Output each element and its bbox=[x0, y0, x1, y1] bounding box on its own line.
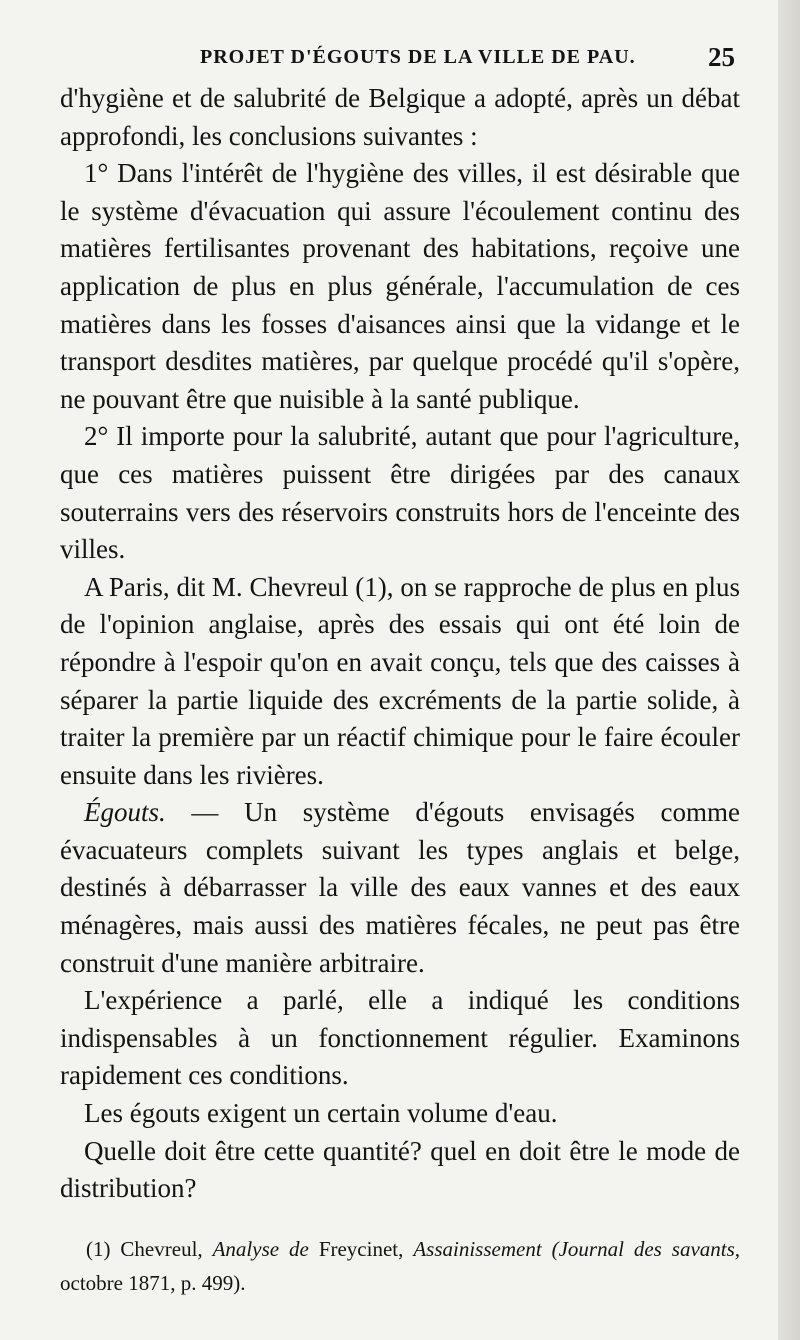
paragraph-volume bbox=[60, 1095, 740, 1133]
paragraph-text: 1° Dans l'intérêt de l'hygiène des villes, il est désirable que le système d'évacuation qui assure l'écoulement continu des matières fertilisantes provenant des habitations, reçoive une application de plus en plus générale, l'accumulation de ces matières dans les fosses d'aisances ainsi que la vidange et le transport desdites matières, par quelque procédé qu'il s'opère, ne pouvant être que nuisible à la santé publique. bbox=[60, 158, 740, 414]
footnote-title-1: Analyse de bbox=[212, 1237, 309, 1261]
paragraph-text: Les égouts exigent un certain volume d'eau. bbox=[84, 1098, 558, 1129]
paragraph-experience bbox=[60, 982, 740, 1095]
section-lead: Égouts. bbox=[84, 797, 166, 828]
paragraph-conclusion-1 bbox=[60, 155, 740, 418]
page-header bbox=[0, 42, 800, 82]
paragraph-continuation bbox=[60, 80, 740, 155]
running-head: PROJET D'ÉGOUTS DE LA VILLE DE PAU. bbox=[200, 46, 636, 68]
paragraph-text: L'expérience a parlé, elle a indiqué les conditions indispensables à un fonctionnement régulier. Examinons rapidement ces conditions. bbox=[60, 985, 740, 1091]
paragraph-paris bbox=[60, 569, 740, 795]
paragraph-text: d'hygiène et de salubrité de Belgique a adopté, après un débat approfondi, les conclusions suivantes : bbox=[60, 83, 740, 151]
paragraph-egouts bbox=[60, 794, 740, 982]
footnote-rest: octobre 1871, p. 499). bbox=[60, 1271, 246, 1295]
paragraph-text: — Un système d'égouts envisagés comme évacuateurs complets suivant les types anglais et belge, destinés à débarrasser la ville des eaux vannes et des eaux ménagères, mais aussi des matières fécales, ne peut pas être construit d'une manière arbitraire. bbox=[60, 797, 740, 978]
page-edge bbox=[778, 0, 800, 1340]
paragraph-text: A Paris, dit M. Chevreul (1), on se rapproche de plus en plus de l'opinion anglaise, après des essais qui ont été loin de répondre à l'espoir qu'on en avait conçu, tels que des caisses à séparer la partie liquide des excréments de la partie solide, à traiter la première par un réactif chimique pour le faire écouler ensuite dans les rivières. bbox=[60, 571, 740, 790]
paragraph-question bbox=[60, 1133, 740, 1208]
body-text bbox=[60, 80, 740, 1208]
footnote-marker: (1) Chevreul, bbox=[86, 1237, 203, 1261]
page-number: 25 bbox=[708, 42, 735, 72]
paragraph-text: 2° Il importe pour la salubrité, autant que pour l'agriculture, que ces matières puissent être dirigées par des canaux souterrains vers des réservoirs construits hors de l'enceinte des villes. bbox=[60, 421, 740, 565]
paragraph-text: Quelle doit être cette quantité? quel en doit être le mode de distribution? bbox=[60, 1135, 740, 1204]
footnote-name: Freycinet, bbox=[318, 1237, 404, 1261]
footnote bbox=[60, 1232, 740, 1300]
footnote-title-2: Assainissement (Journal des savants, bbox=[413, 1237, 741, 1261]
paragraph-conclusion-2 bbox=[60, 418, 740, 568]
